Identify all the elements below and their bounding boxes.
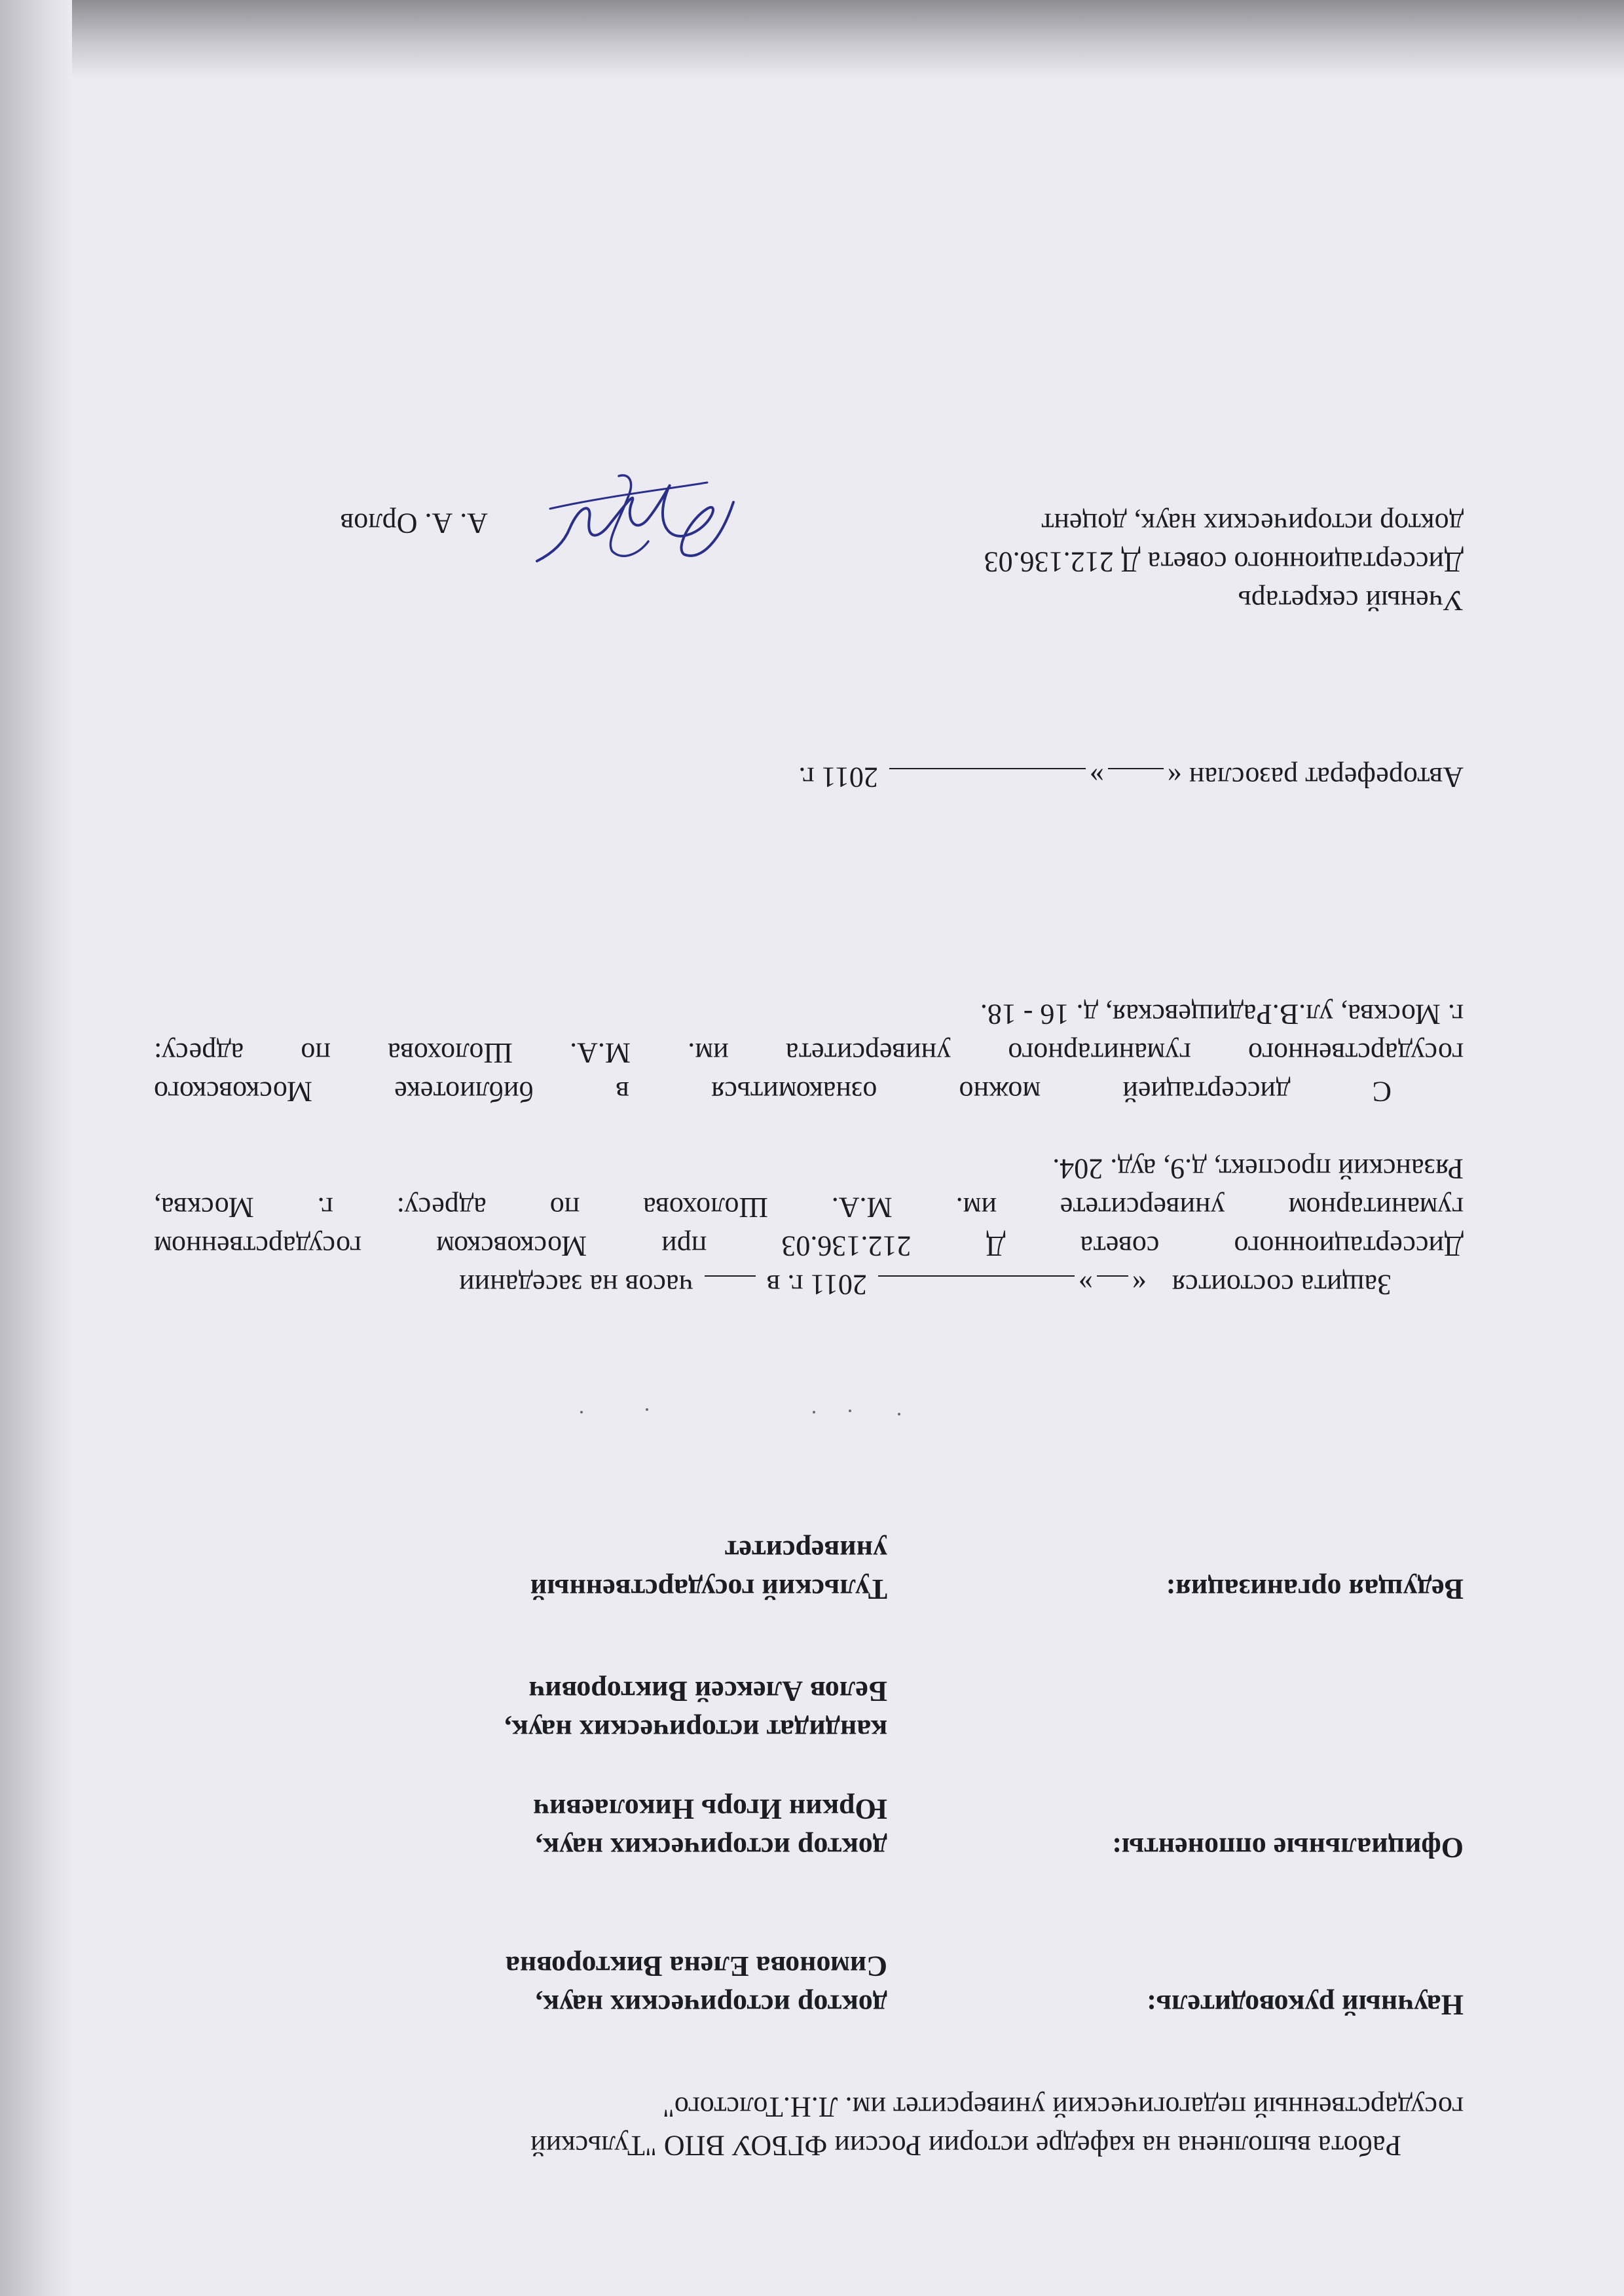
opponent-1-degree: доктор исторических наук, [535,1832,887,1864]
abstract-sent-label: Автореферат разослан « [1167,761,1464,793]
advisor-role: Научный руководитель: [1147,1989,1464,2021]
advisor-details [506,1947,887,2024]
header-line-2: государственный педагогический университет им. Л.Н.Толстого" [662,2091,1464,2123]
abstract-sent-year: 2011 г. [798,761,878,793]
defense-hour-blank [705,1275,756,1303]
defense-hours: часов на заседании [459,1269,693,1301]
opponents-role: Официальные оппоненты: [1112,1832,1464,1864]
opponent-2-name: Белов Алексей Викторович [528,1675,887,1707]
defense-paragraph [154,1150,1464,1304]
leading-org-role: Ведущая организация: [1166,1573,1464,1605]
header-block [154,2088,1464,2165]
defense-line-2: Диссертационного совета Д 212.136.03 при Московском государственном [154,1230,1464,1262]
abstract-month-blank [889,768,1086,795]
library-line-2: государственного гуманитарного университета им. М.А. Шолохова по адресу: [154,1037,1464,1069]
scan-speck [849,1410,851,1412]
scan-speck [813,1411,815,1413]
advisor-name: Симонова Елена Викторовна [505,1950,887,1982]
defense-close-quote: » [1078,1269,1093,1301]
signature-icon [524,456,747,581]
defense-line-1 [154,1266,1464,1304]
opponent-2-degree: кандидат исторических наук, [504,1714,887,1746]
secretary-title: Ученый секретарь [1238,585,1464,617]
defense-line-3: гуманитарном университете им. М.А. Шолохова по адресу: г. Москва, [154,1192,1464,1224]
abstract-day-blank [1108,768,1164,795]
leading-org-details [530,1531,887,1609]
secretary-council: Диссертационного совета Д 212.136.03 [984,546,1464,578]
defense-open-quote: « [1132,1269,1147,1301]
library-line-3: г. Москва, ул.В.Радищевская, д. 16 - 18. [980,998,1464,1030]
abstract-sent-row [154,758,1464,797]
defense-year: 2011 г. в [766,1269,867,1301]
opponent-2 [504,1672,887,1749]
scan-speck [580,1411,583,1413]
leading-org-line-2: университет [724,1535,887,1567]
library-line-1: С диссертацией можно ознакомиться в библиотеке Московского [154,1076,1392,1108]
defense-intro: Защита состоится [1172,1269,1392,1301]
defense-day-blank [1097,1275,1128,1303]
scan-speck [898,1413,900,1415]
opponent-1 [533,1790,887,1867]
advisor-degree: доктор исторических наук, [535,1989,887,2021]
abstract-sent-close-quote: » [1089,761,1104,793]
library-paragraph [154,995,1464,1111]
defense-month-blank [878,1275,1075,1303]
leading-org-line-1: Тульский государственный [530,1573,887,1605]
secretary-name: А. А. Орлов [340,507,488,539]
secretary-block [154,504,1464,620]
scan-speck [646,1408,648,1411]
opponent-1-name: Юркин Игорь Николаевич [533,1793,887,1825]
secretary-degree: доктор исторических наук, доцент [1041,507,1464,539]
header-line-1: Работа выполнена на кафедре истории России ФГБОУ ВПО "Тульский [530,2130,1401,2162]
defense-line-4: Рязанский проспект, д.9, ауд. 204. [1052,1153,1464,1185]
secretary-degree-row [154,504,1464,543]
abstract-sent-line [154,758,1464,797]
